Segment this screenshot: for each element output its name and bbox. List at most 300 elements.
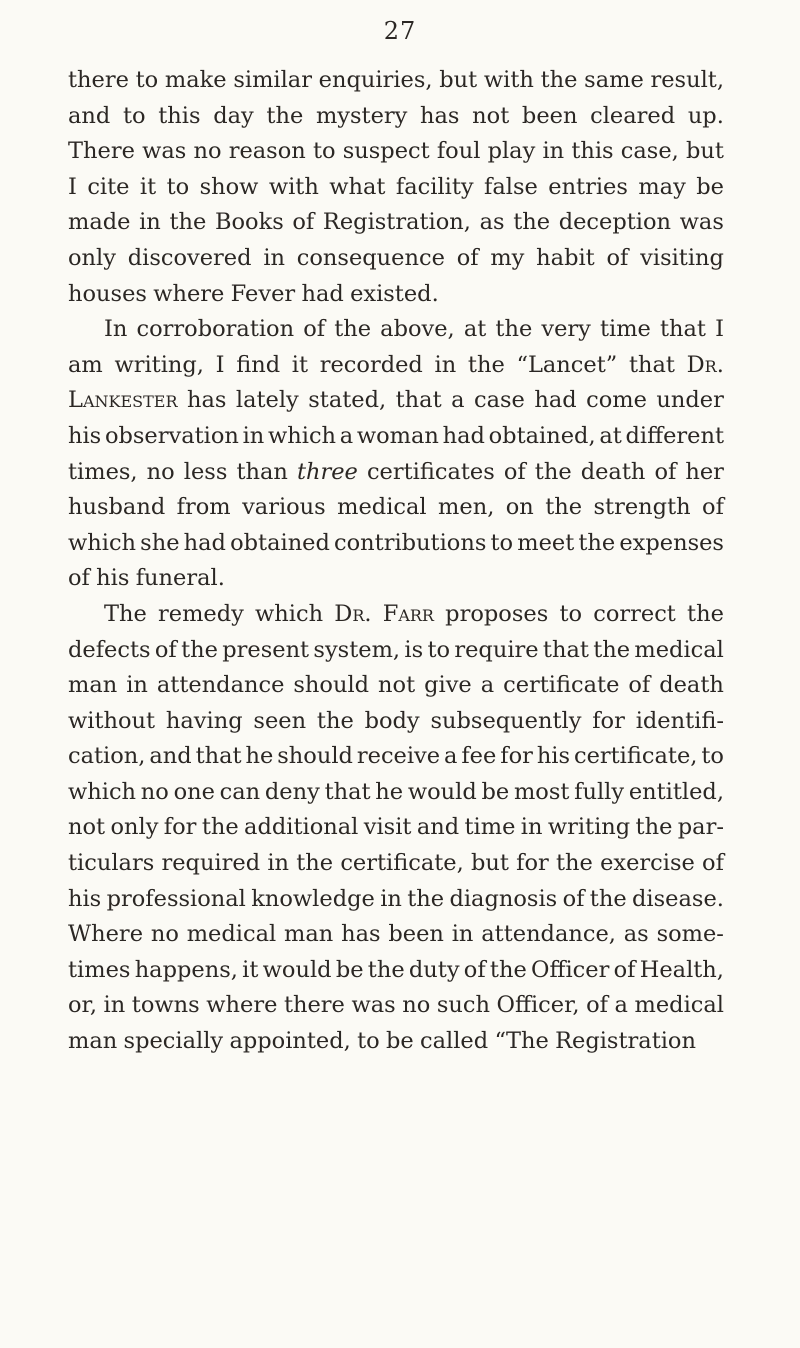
word-part: come: [586, 387, 647, 414]
word-part: of: [654, 458, 677, 485]
word-part: this: [571, 138, 614, 165]
word: [542, 134, 564, 170]
word: [687, 597, 724, 633]
word-part: Fever: [230, 280, 296, 307]
word: [157, 668, 285, 704]
word: [161, 846, 260, 882]
word-part: a: [480, 672, 495, 699]
word-part: deny: [264, 778, 320, 805]
word: [336, 953, 364, 989]
word: [277, 739, 353, 775]
word-part: certificate,: [340, 850, 464, 877]
word: [548, 170, 628, 206]
word-part: this: [158, 102, 201, 129]
word-part: a: [614, 992, 628, 1019]
word-part: was: [142, 138, 187, 165]
word: [702, 490, 724, 526]
word: [68, 205, 130, 241]
word-part: my: [490, 244, 525, 271]
word: [443, 419, 485, 455]
word-part: but: [685, 138, 724, 165]
word: [316, 99, 407, 135]
word-part: “The: [494, 1028, 549, 1055]
word: [480, 205, 505, 241]
word: [165, 63, 227, 99]
word-part: in: [380, 885, 402, 912]
text-line: [68, 134, 724, 170]
word: [659, 668, 724, 704]
word: [417, 810, 459, 846]
word: [126, 668, 148, 704]
word-part: as: [623, 921, 649, 948]
word: [574, 739, 697, 775]
word: [253, 704, 306, 740]
word: [114, 348, 204, 384]
word-part: discovered: [127, 244, 252, 271]
word-part: should: [277, 743, 353, 770]
word-part: may: [638, 173, 686, 200]
text-line: [68, 810, 724, 846]
word-part: but: [470, 850, 509, 877]
word: [267, 846, 289, 882]
word-part: the: [296, 850, 334, 877]
word: [687, 348, 724, 384]
word-part: contributions: [334, 529, 487, 556]
word-part: time: [464, 814, 516, 841]
word-part: appointed,: [229, 1028, 351, 1055]
word: [68, 99, 110, 135]
word: [464, 312, 486, 348]
word-part: of: [628, 672, 651, 699]
word-part: above,: [380, 316, 455, 343]
word-part: remedy: [158, 600, 244, 627]
word-part: in: [520, 814, 543, 841]
word-part: his: [68, 885, 102, 912]
word-part: man: [68, 1028, 118, 1055]
word-part: but: [439, 67, 478, 93]
word: [439, 63, 477, 99]
word-part: where: [153, 280, 225, 307]
word-part: called: [420, 1028, 489, 1055]
word: [206, 988, 277, 1024]
word-part: subsequently: [430, 707, 582, 734]
word-part: show: [199, 173, 259, 200]
word: [340, 419, 353, 455]
word-part: some-: [656, 921, 724, 948]
word-part: lately: [235, 387, 299, 414]
word-part: had: [183, 529, 226, 556]
word: [187, 383, 226, 419]
word: [68, 526, 136, 562]
word: [600, 312, 651, 348]
word: [521, 810, 543, 846]
word: [196, 739, 242, 775]
word-part: of: [68, 565, 90, 592]
word: [166, 704, 243, 740]
word: [229, 1024, 350, 1060]
word: [380, 882, 402, 918]
text-line: [68, 419, 724, 455]
word-part: had: [534, 387, 577, 414]
word-part: writing,: [114, 351, 204, 378]
word-part: only: [110, 814, 159, 841]
word-part: find: [236, 351, 281, 378]
text-line: [68, 739, 724, 775]
word: [68, 917, 143, 953]
word: [396, 170, 474, 206]
word: [334, 312, 371, 348]
word-part: the: [407, 885, 445, 912]
word-part: system,: [313, 636, 401, 663]
word-part: The: [104, 600, 147, 627]
word: [110, 810, 158, 846]
text-line: [68, 170, 724, 206]
word: [292, 348, 308, 384]
word: [68, 490, 165, 526]
word: [269, 170, 319, 206]
word: [452, 917, 474, 953]
word: [574, 775, 624, 811]
word: [636, 810, 673, 846]
word-part: his: [96, 565, 130, 592]
word-part: the: [495, 316, 533, 343]
word-part: no: [150, 921, 179, 948]
word-part: stated,: [308, 387, 387, 414]
word-part: the: [687, 600, 724, 627]
word: [438, 490, 494, 526]
word-part: the: [513, 209, 551, 236]
word: [590, 99, 675, 135]
word: [68, 455, 138, 491]
word-part: the: [169, 209, 207, 236]
word-part: recorded: [319, 351, 423, 378]
word-part: the: [316, 707, 354, 734]
text-line: [68, 63, 724, 99]
word-part: a: [451, 387, 465, 414]
word: [548, 810, 630, 846]
word-part: made: [68, 209, 131, 236]
word: [233, 63, 312, 99]
word-part: at: [599, 422, 622, 449]
word-part: result,: [650, 67, 724, 93]
word-part: time: [599, 316, 651, 343]
word-part: false: [484, 173, 538, 200]
word-part: same: [584, 67, 644, 93]
word: [619, 526, 724, 562]
word: [536, 241, 595, 277]
word-part: happens,: [134, 956, 238, 983]
word: [68, 810, 105, 846]
word-part: and: [149, 743, 192, 770]
word-part: facility: [395, 173, 474, 200]
word: [584, 63, 644, 99]
word: [124, 1024, 224, 1060]
text-line: [68, 917, 724, 953]
word: [236, 455, 287, 491]
word: [142, 134, 186, 170]
word: [420, 99, 459, 135]
word-part: in: [103, 992, 126, 1019]
word: [578, 526, 615, 562]
word: [715, 312, 724, 348]
word: [320, 348, 423, 384]
word-part: of: [562, 885, 585, 912]
word: [632, 882, 724, 918]
word-part: a: [444, 743, 458, 770]
word: [503, 668, 619, 704]
word: [136, 561, 225, 597]
word-part: his: [68, 422, 102, 449]
word-part: exercise: [600, 850, 695, 877]
word: [167, 170, 190, 206]
word-part: duty: [408, 956, 460, 983]
word: [494, 1024, 548, 1060]
word: [702, 846, 724, 882]
word: [607, 241, 629, 277]
small-caps-name: Farr: [382, 600, 434, 627]
word-part: that: [628, 351, 675, 378]
word: [660, 312, 706, 348]
word: [506, 490, 534, 526]
word-part: be: [386, 1028, 414, 1055]
word-part: of: [613, 956, 636, 983]
word: [255, 597, 323, 633]
word-part: in: [242, 422, 265, 449]
word: [155, 633, 177, 669]
word-part: such: [436, 992, 490, 1019]
text-line: [68, 882, 724, 918]
word-part: times: [68, 956, 131, 983]
word: [147, 455, 175, 491]
word: [364, 810, 412, 846]
word-part: disease.: [632, 885, 724, 912]
word-part: that: [324, 778, 371, 805]
word-part: give: [424, 672, 472, 699]
word-part: of: [503, 458, 526, 485]
word-part: there: [68, 67, 129, 93]
text-line: [68, 526, 724, 562]
word-part: the: [467, 351, 505, 378]
word: [488, 134, 536, 170]
word-part: what: [329, 173, 386, 200]
word: [535, 455, 572, 491]
word: [435, 348, 457, 384]
word: [329, 170, 385, 206]
word: [184, 526, 226, 562]
word: [68, 988, 97, 1024]
word: [313, 633, 400, 669]
word-part: that: [395, 387, 442, 414]
word-part: of: [586, 992, 608, 1019]
word-part: body: [364, 707, 420, 734]
word: [242, 490, 326, 526]
word-part: the: [201, 814, 239, 841]
word-part: had: [442, 422, 485, 449]
word: [388, 917, 444, 953]
word-part: to: [357, 1028, 380, 1055]
word: [68, 704, 155, 740]
word-part: medical: [186, 921, 277, 948]
text-line: [68, 704, 724, 740]
word: [420, 1024, 488, 1060]
text-line: [68, 455, 724, 491]
word-part: of: [303, 316, 326, 343]
word-part: no: [146, 458, 175, 485]
word: [481, 917, 616, 953]
word-part: expenses: [619, 529, 724, 556]
word: [657, 917, 724, 953]
word: [531, 953, 609, 989]
word-part: to: [135, 67, 159, 93]
word-part: she: [140, 529, 180, 556]
word-part: corroboration: [136, 316, 295, 343]
word-part: I: [715, 316, 724, 343]
word: [236, 348, 280, 384]
word-part: am: [68, 351, 103, 378]
word: [68, 633, 151, 669]
word: [457, 241, 479, 277]
word: [516, 348, 617, 384]
word-part: attendance: [156, 672, 285, 699]
word: [640, 241, 724, 277]
word-part: that: [659, 316, 706, 343]
word: [177, 490, 231, 526]
word-part: the: [489, 956, 527, 983]
word: [193, 134, 221, 170]
word-part: in: [542, 138, 565, 165]
word: [123, 99, 146, 135]
word: [68, 419, 101, 455]
text-line: [68, 205, 724, 241]
word-part: the: [266, 102, 304, 129]
word-part: to: [122, 102, 146, 129]
word: [132, 988, 200, 1024]
word: [68, 668, 117, 704]
word-part: his: [536, 743, 571, 770]
word-part: meet: [517, 529, 575, 556]
word-part: of: [154, 636, 177, 663]
word: [268, 419, 336, 455]
word: [490, 241, 524, 277]
word-part: cite: [87, 173, 130, 200]
word: [365, 704, 420, 740]
word-part: observation: [104, 422, 239, 449]
word: [313, 134, 336, 170]
word: [491, 526, 514, 562]
word: [465, 810, 516, 846]
word: [472, 99, 509, 135]
word-part: receive: [356, 743, 441, 770]
word: [357, 1024, 380, 1060]
word: [516, 846, 549, 882]
word-part: under: [656, 387, 724, 414]
word: [68, 134, 135, 170]
word: [164, 810, 197, 846]
word-part: has: [341, 921, 381, 948]
word-part: of: [606, 244, 629, 271]
word: [444, 739, 457, 775]
word-part: of: [463, 956, 486, 983]
text-line: [68, 1024, 724, 1060]
word: [184, 455, 228, 491]
word: [500, 739, 533, 775]
word-part: death: [580, 458, 646, 485]
word: [243, 419, 265, 455]
word: [174, 775, 215, 811]
word: [451, 383, 464, 419]
word-part: Health,: [639, 956, 724, 983]
word-part: than: [236, 458, 288, 485]
word-part: no: [193, 138, 222, 165]
word-part: on: [505, 494, 534, 521]
word: [68, 241, 116, 277]
word-part: various: [242, 494, 326, 521]
word-part: man: [68, 672, 118, 699]
word-part: habit: [536, 244, 595, 271]
word-part: the: [334, 316, 372, 343]
word: [319, 63, 433, 99]
word: [128, 241, 252, 277]
word-part: with: [483, 67, 534, 93]
word-part: required: [161, 850, 261, 877]
word-part: man: [284, 921, 334, 948]
word: [541, 312, 591, 348]
word: [296, 846, 333, 882]
word-part: for: [500, 743, 533, 770]
word-part: the: [589, 885, 627, 912]
word-part: similar: [233, 67, 312, 93]
word: [357, 419, 439, 455]
word-part: having: [165, 707, 243, 734]
text-line: [68, 99, 724, 135]
text-line: [68, 490, 724, 526]
word: [293, 668, 369, 704]
word-part: suspect: [342, 138, 430, 165]
word: [383, 597, 434, 633]
word-part: in: [434, 351, 457, 378]
word: [504, 455, 526, 491]
word: [495, 312, 532, 348]
word: [158, 597, 244, 633]
word-part: proposes: [445, 600, 549, 627]
word-part: the: [540, 67, 578, 93]
word-part: has: [186, 387, 227, 414]
word-part: consequence: [296, 244, 445, 271]
word-part: mystery: [315, 102, 408, 129]
word-part: times,: [68, 458, 138, 485]
word: [367, 455, 495, 491]
word-part: was: [351, 992, 396, 1019]
word: [215, 205, 284, 241]
word: [284, 988, 345, 1024]
word-part: it: [139, 173, 157, 200]
word-part: different: [625, 422, 724, 449]
word: [297, 241, 445, 277]
word: [158, 99, 200, 135]
word-part: death: [659, 672, 724, 699]
word-part: would: [407, 778, 477, 805]
word-part: with: [268, 173, 319, 200]
small-caps-name: Dr.: [686, 351, 724, 378]
word: [292, 205, 314, 241]
small-caps-name: Dr.: [334, 600, 372, 627]
word-part: visit: [363, 814, 412, 841]
word: [151, 917, 179, 953]
word: [263, 241, 285, 277]
word: [407, 882, 444, 918]
word: [563, 882, 585, 918]
word: [586, 383, 647, 419]
